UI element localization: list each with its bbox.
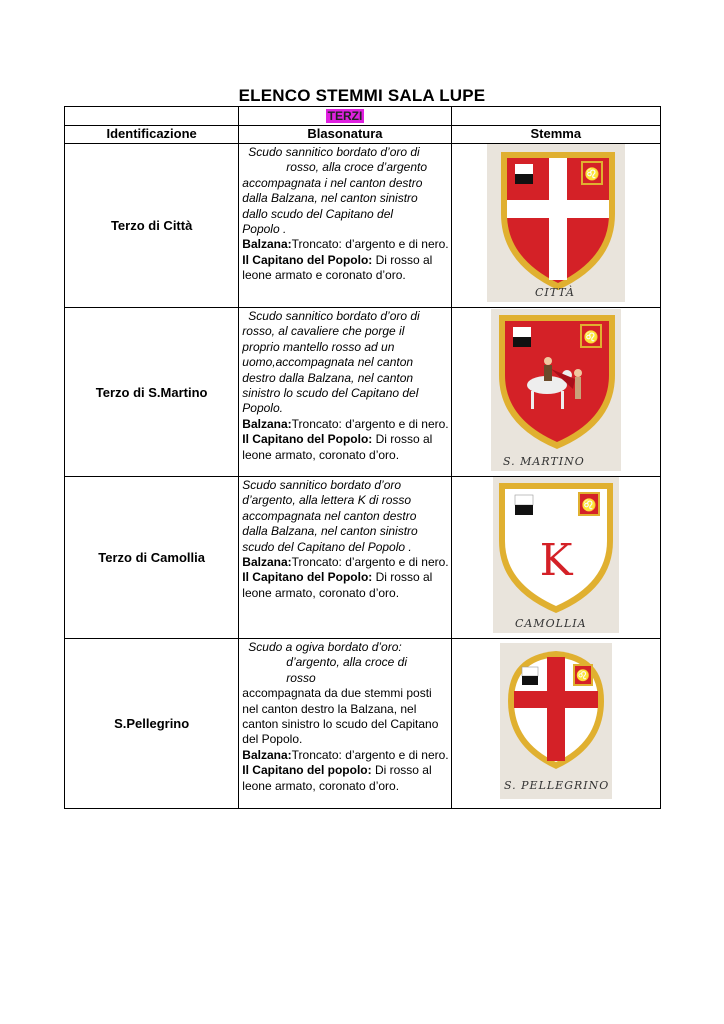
row-blazon: Scudo sannitico bordato d’oro d’argento, alla lettera K di rosso accompagnata nel canton destro dalla Balzana, nel canton sinistro scudo del Capitano del Popolo . Balzana:Troncato: d’argento e di nero. Il Capitano del Popolo: Di rosso al leone armato, coronato d’oro.: [239, 477, 451, 639]
svg-text:♌: ♌: [581, 498, 597, 512]
svg-text:K: K: [539, 535, 573, 586]
document-title: ELENCO STEMMI SALA LUPE: [238, 86, 486, 105]
table-row: [65, 308, 661, 477]
svg-text:♌: ♌: [575, 669, 590, 682]
table-row: [65, 144, 661, 308]
crest-citta-image: [487, 144, 625, 302]
row-name: Terzo di Città: [65, 144, 239, 308]
row-name: Terzo di Camollia: [65, 477, 239, 639]
crest-camollia-image: [493, 477, 619, 633]
row-name: S.Pellegrino: [65, 639, 239, 809]
svg-text:♌: ♌: [583, 329, 599, 344]
row-blazon: Scudo sannitico bordato d’oro di rosso, alla croce d’argento accompagnata i nel canton destro dalla Balzana, nel canton sinistro dallo scudo del Capitano del Popolo . Balzana:Troncato: d’argento e di nero. Il Capitano del Popolo: Di rosso al leone armato e coronato d’oro.: [239, 144, 451, 308]
section-label: TERZI: [327, 109, 363, 123]
stemmi-table: [64, 106, 661, 809]
header-stemma: Stemma: [451, 126, 660, 144]
svg-text:CITTÀ: CITTÀ: [534, 286, 575, 299]
svg-text:S. PELLEGRINO: S. PELLEGRINO: [503, 779, 610, 792]
header-blasonatura: Blasonatura: [239, 126, 451, 144]
row-blazon: Scudo sannitico bordato d’oro di rosso, al cavaliere che porge il proprio mantello rosso ad un uomo,accompagnata nel canton destro dalla Balzana, nel canton sinistro lo scudo del Capitano del Popolo. Balzana:Troncato: d’argento e di nero. Il Capitano del Popolo: Di rosso al leone armato, coronato d’oro.: [239, 308, 451, 477]
header-row: [65, 126, 661, 144]
crest-s-pellegrino-image: [500, 643, 612, 799]
crest-s-martino-image: [491, 309, 621, 471]
svg-text:S. MARTINO: S. MARTINO: [502, 454, 585, 468]
svg-text:♌: ♌: [584, 167, 600, 181]
header-identificazione: Identificazione: [65, 126, 239, 144]
section-row: [65, 107, 661, 126]
table-row: [65, 639, 661, 809]
svg-text:CAMOLLIA: CAMOLLIA: [514, 617, 587, 630]
row-name: Terzo di S.Martino: [65, 308, 239, 477]
row-blazon: Scudo a ogiva bordato d’oro: d’argento, alla croce di rosso accompagnata da due stemmi posti nel canton destro la Balzana, nel canton sinistro lo scudo del Capitano del Popolo. Balzana:Troncato: d’argento e di nero. Il Capitano del popolo: Di rosso al leone armato, coronato d’oro.: [239, 639, 451, 809]
table-row: [65, 477, 661, 639]
